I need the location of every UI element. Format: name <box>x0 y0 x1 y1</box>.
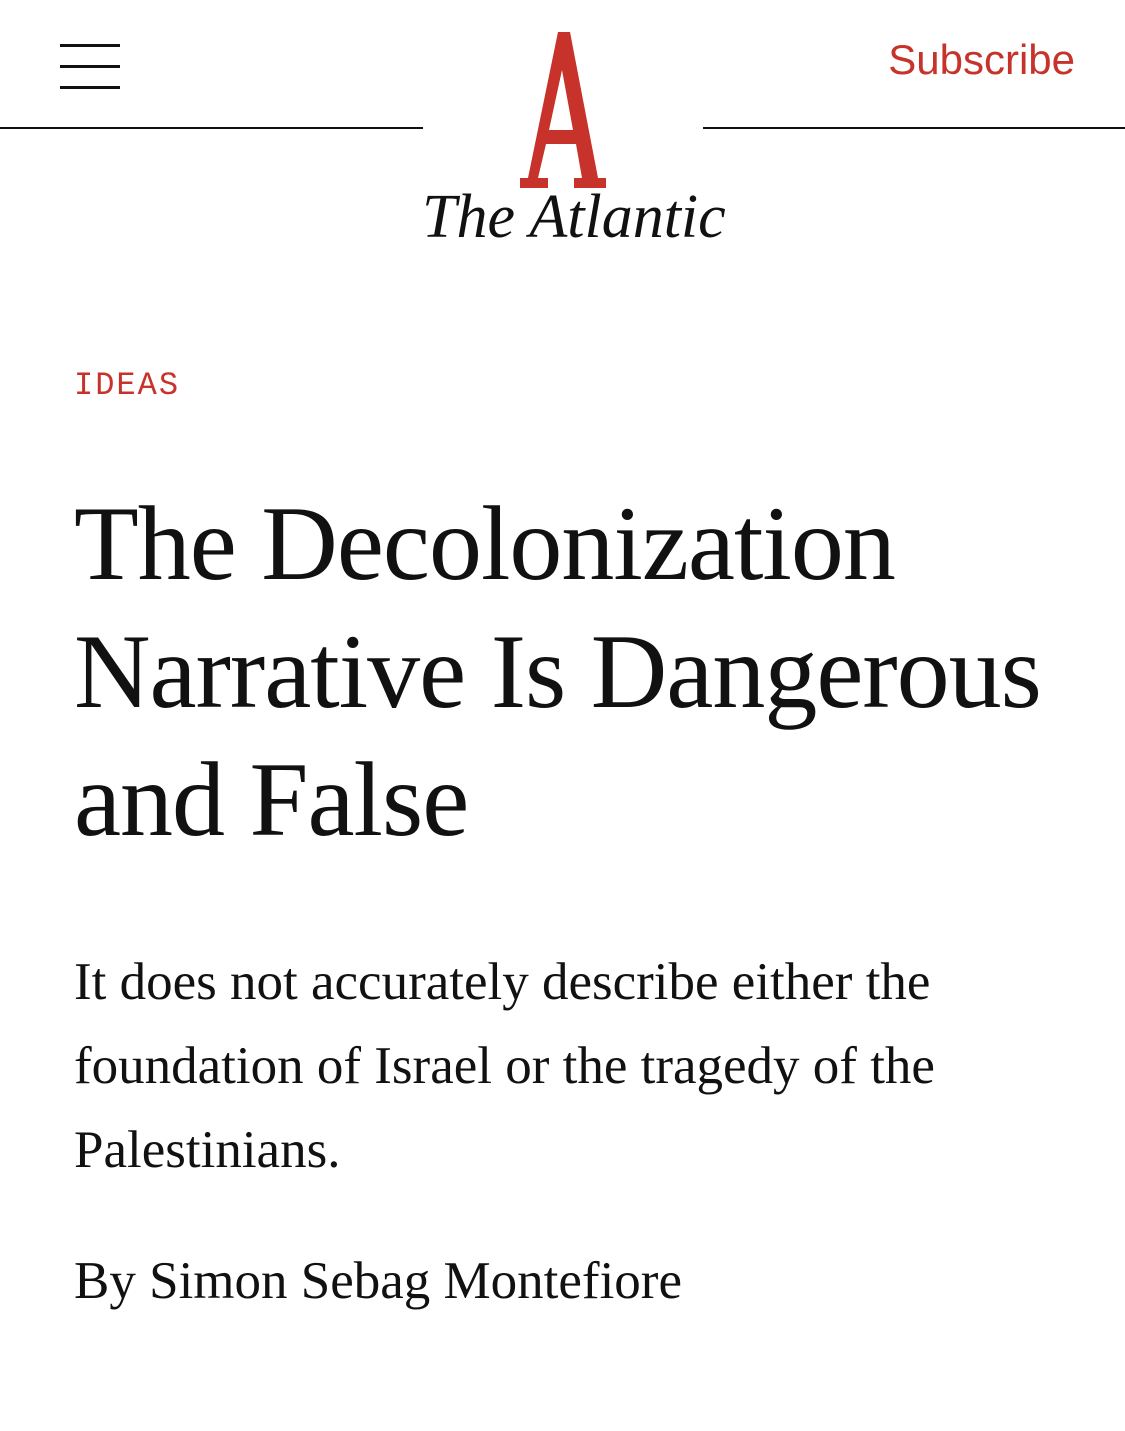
byline-prefix: By <box>74 1252 136 1310</box>
site-logo[interactable] <box>422 22 726 252</box>
header-divider-left <box>0 127 423 129</box>
menu-button[interactable] <box>54 38 126 98</box>
author-link[interactable]: Simon Sebag Montefiore <box>149 1252 682 1310</box>
section-label[interactable]: IDEAS <box>74 367 181 404</box>
atlantic-a-logo-icon <box>518 32 608 190</box>
hamburger-menu-icon-bar <box>60 65 120 68</box>
article-headline: The Decolonization Narrative Is Dangerous and False <box>74 485 1041 858</box>
subscribe-button[interactable]: Subscribe <box>888 36 1075 83</box>
header-divider-right <box>703 127 1125 129</box>
article-dek: It does not accurately describe either the foundation of Israel or the tragedy of the Palestinians. <box>74 953 935 1179</box>
hamburger-menu-icon-bar <box>60 86 120 89</box>
logo-wordmark: The Atlantic <box>422 183 726 251</box>
byline <box>74 1246 682 1316</box>
hamburger-menu-icon <box>60 44 120 47</box>
